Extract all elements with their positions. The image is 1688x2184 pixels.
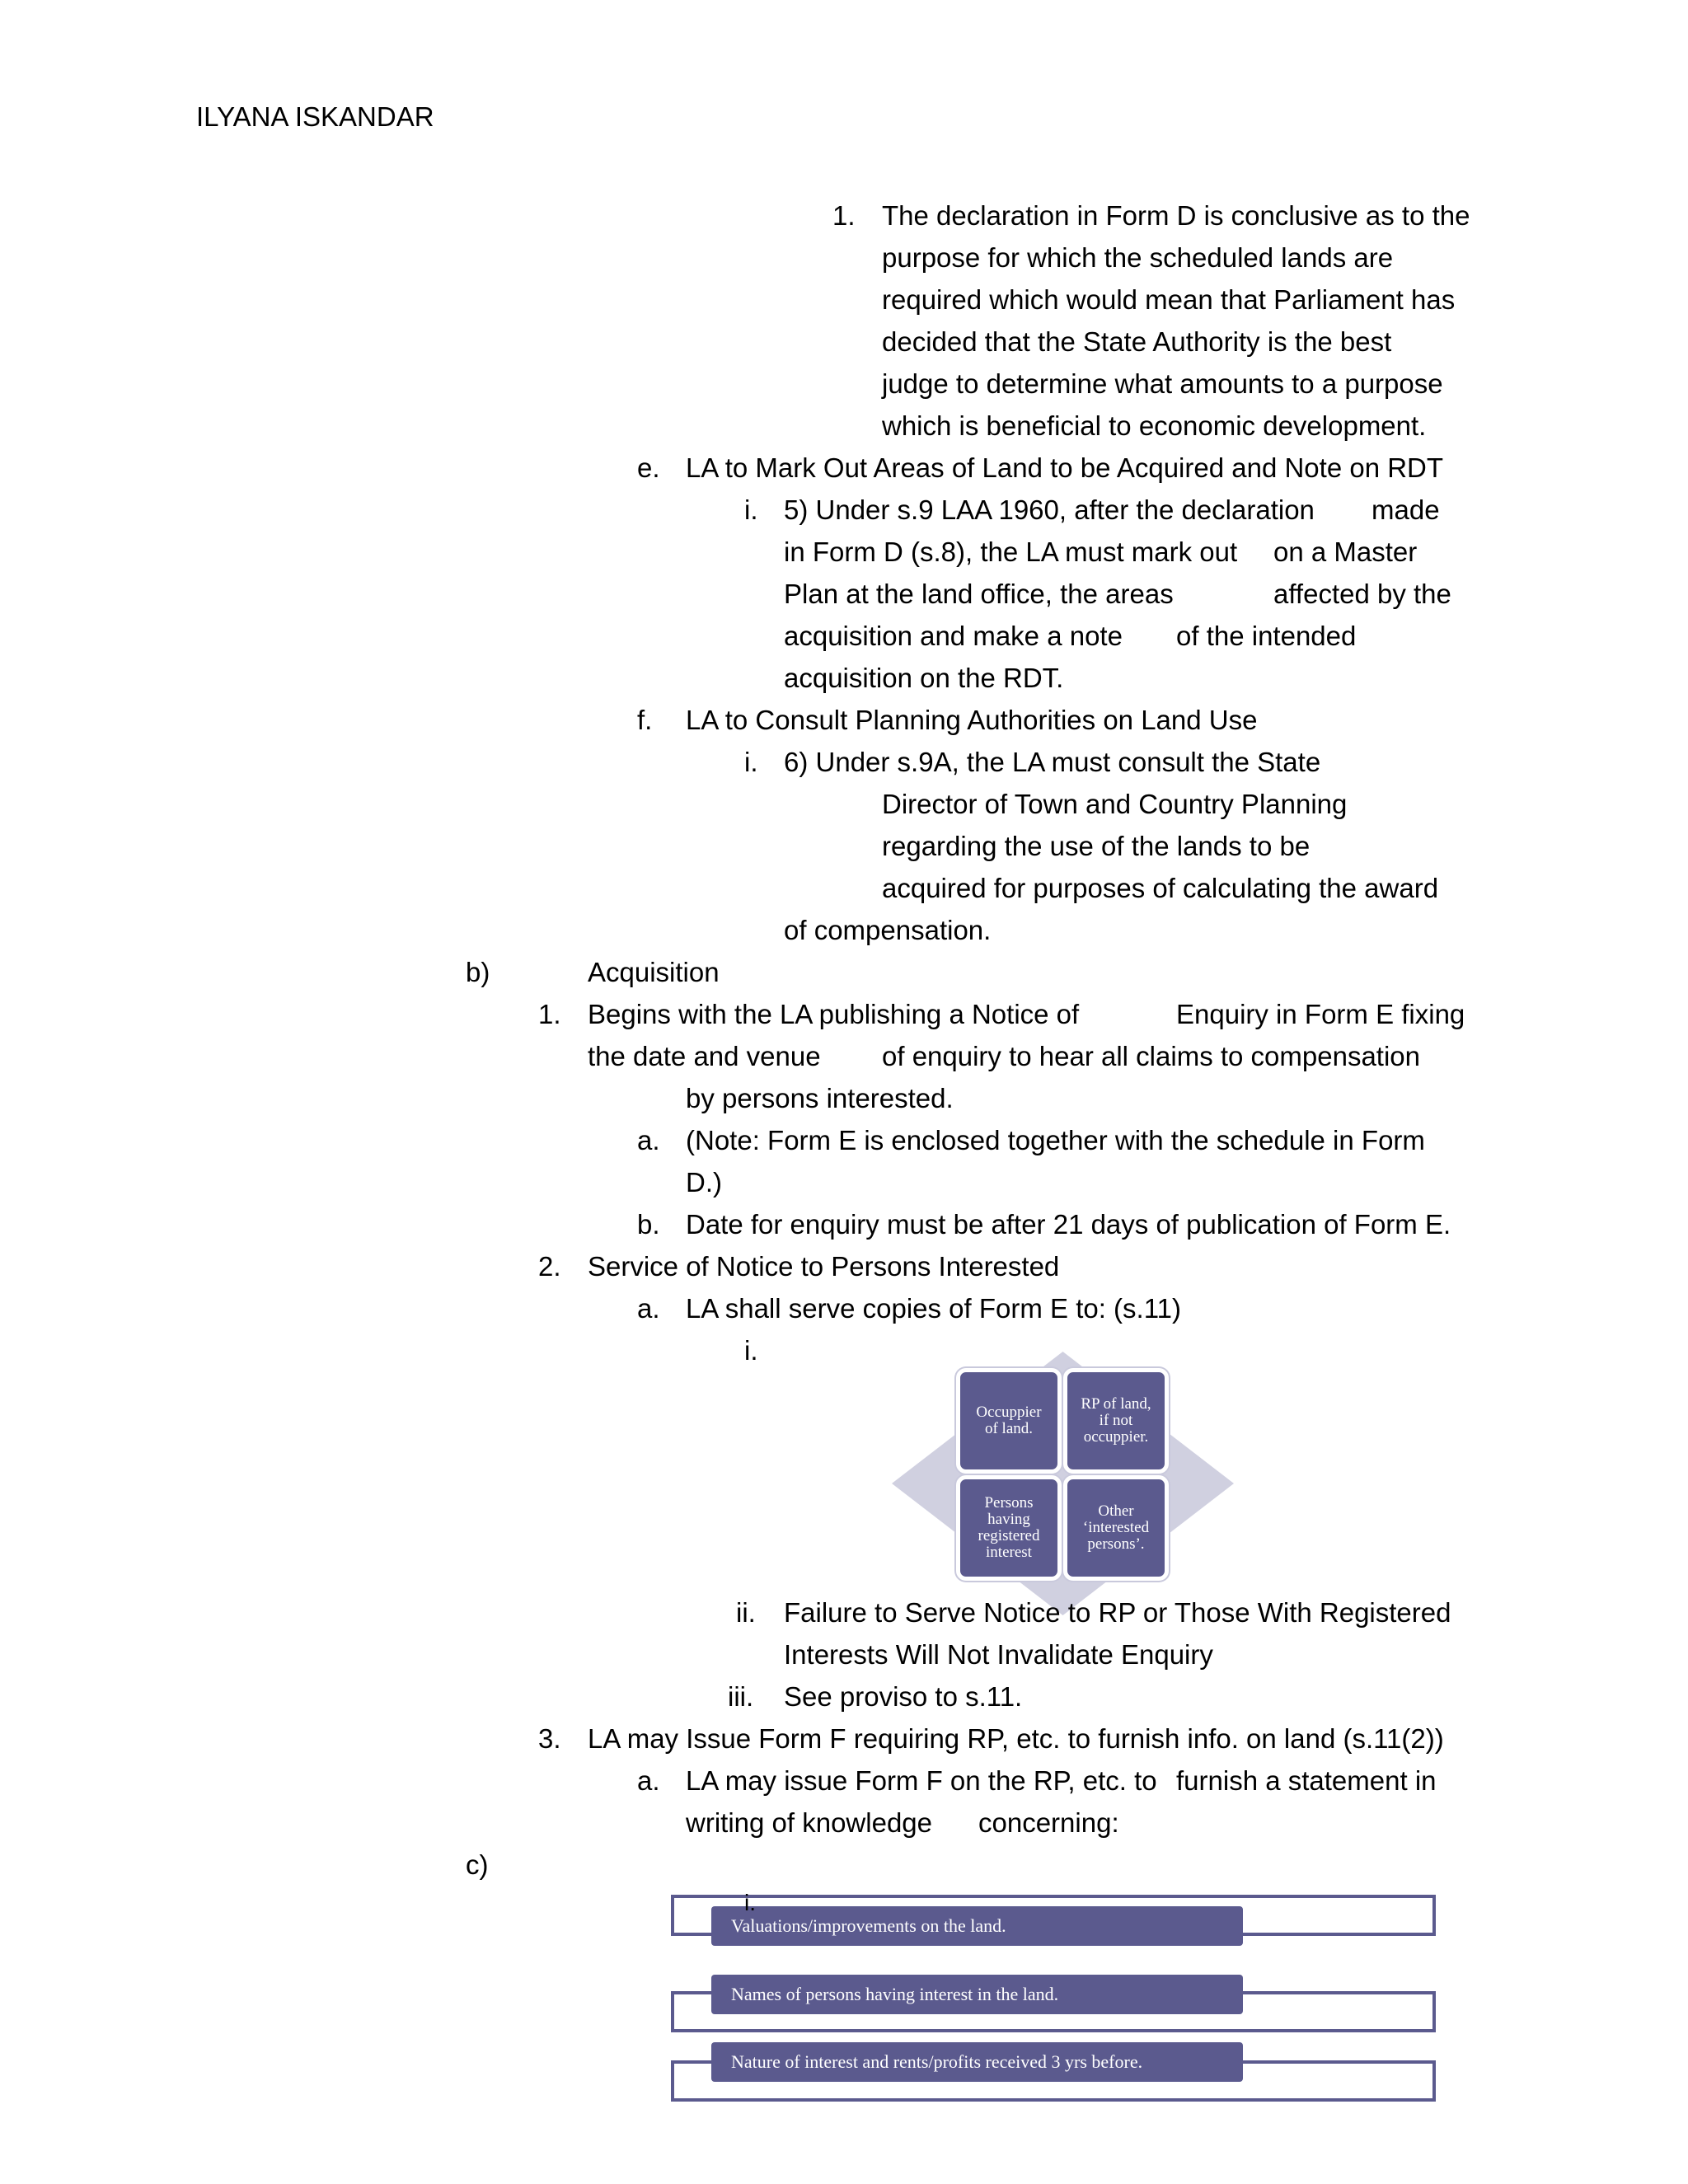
text-line: (Note: Form E is enclosed together with the schedule in Form bbox=[686, 1125, 1425, 1155]
matrix-tile-occupier: Occuppier of land. bbox=[956, 1368, 1062, 1474]
section-heading: LA to Mark Out Areas of Land to be Acquired and Note on RDT bbox=[686, 452, 1444, 483]
section-heading: LA may Issue Form F requiring RP, etc. to furnish info. on land (s.11(2)) bbox=[588, 1723, 1444, 1754]
list-marker: c) bbox=[466, 1849, 489, 1880]
text-line: Plan at the land office, the areas bbox=[784, 579, 1174, 609]
section-heading: Acquisition bbox=[588, 957, 720, 987]
text-line: concerning: bbox=[978, 1807, 1119, 1838]
list-marker: b) bbox=[466, 957, 490, 987]
text-line: Begins with the LA publishing a Notice of bbox=[588, 999, 1080, 1029]
text-line: of enquiry to hear all claims to compensation bbox=[882, 1041, 1421, 1071]
text-line: purpose for which the scheduled lands are bbox=[882, 242, 1394, 273]
matrix-tile-registered-proprietor: RP of land, if not occuppier. bbox=[1063, 1368, 1169, 1474]
matrix-tile-registered-interest: Persons having registered interest bbox=[956, 1475, 1062, 1581]
list-marker: 2. bbox=[538, 1251, 561, 1282]
text-line: regarding the use of the lands to be bbox=[882, 831, 1311, 861]
text-line: made bbox=[1372, 494, 1440, 525]
text-line: of the intended bbox=[1176, 621, 1357, 651]
list-marker: 1. bbox=[832, 200, 856, 231]
text-line: acquisition and make a note bbox=[784, 621, 1123, 651]
text-line: required which would mean that Parliament has bbox=[882, 284, 1456, 315]
list-marker: 3. bbox=[538, 1723, 561, 1754]
list-item: Valuations/improvements on the land. bbox=[711, 1906, 1243, 1946]
text-line: See proviso to s.11. bbox=[784, 1681, 1023, 1712]
author-header: ILYANA ISKANDAR bbox=[196, 101, 434, 132]
list-marker: b. bbox=[637, 1209, 660, 1240]
text-line: in Form D (s.8), the LA must mark out bbox=[784, 537, 1238, 567]
list-marker: iii. bbox=[728, 1681, 754, 1712]
text-line: decided that the State Authority is the best bbox=[882, 326, 1392, 357]
text-line: D.) bbox=[686, 1167, 722, 1197]
list-marker: a. bbox=[637, 1765, 660, 1796]
text-line: which is beneficial to economic development. bbox=[882, 410, 1427, 441]
text-line: Date for enquiry must be after 21 days of publication of Form E. bbox=[686, 1209, 1451, 1240]
list-marker: i. bbox=[744, 1335, 758, 1366]
list-marker: a. bbox=[637, 1125, 660, 1155]
list-marker: i. bbox=[744, 747, 758, 777]
text-line: LA may issue Form F on the RP, etc. to bbox=[686, 1765, 1157, 1796]
text-line: LA shall serve copies of Form E to: (s.11) bbox=[686, 1293, 1181, 1324]
text-line: 6) Under s.9A, the LA must consult the State bbox=[784, 747, 1321, 777]
text-line: acquisition on the RDT. bbox=[784, 663, 1064, 693]
text-line: the date and venue bbox=[588, 1041, 821, 1071]
list-item: Names of persons having interest in the land. bbox=[711, 1975, 1243, 2014]
text-line: of compensation. bbox=[784, 915, 992, 945]
text-line: Enquiry in Form E fixing bbox=[1176, 999, 1465, 1029]
matrix-tile-other-interested: Other ‘interested persons’. bbox=[1063, 1475, 1169, 1581]
text-line: Director of Town and Country Planning bbox=[882, 789, 1348, 819]
text-line: Failure to Serve Notice to RP or Those With Registered bbox=[784, 1597, 1451, 1628]
text-line: furnish a statement in bbox=[1176, 1765, 1437, 1796]
text-line: judge to determine what amounts to a purpose bbox=[882, 368, 1443, 399]
text-line: Interests Will Not Invalidate Enquiry bbox=[784, 1639, 1213, 1670]
list-marker: e. bbox=[637, 452, 660, 483]
text-line: 5) Under s.9 LAA 1960, after the declaration bbox=[784, 494, 1315, 525]
list-marker: i. bbox=[744, 1890, 756, 1915]
text-line: writing of knowledge bbox=[686, 1807, 932, 1838]
list-marker: 1. bbox=[538, 999, 561, 1029]
text-line: affected by the bbox=[1273, 579, 1451, 609]
text-line: by persons interested. bbox=[686, 1083, 954, 1113]
list-marker: f. bbox=[637, 705, 653, 735]
list-marker: i. bbox=[744, 494, 758, 525]
text-line: acquired for purposes of calculating the award bbox=[882, 873, 1439, 903]
text-line: The declaration in Form D is conclusive as to the bbox=[882, 200, 1470, 231]
list-marker: ii. bbox=[736, 1597, 756, 1628]
section-heading: LA to Consult Planning Authorities on Land Use bbox=[686, 705, 1258, 735]
text-line: on a Master bbox=[1273, 537, 1418, 567]
section-heading: Service of Notice to Persons Interested bbox=[588, 1251, 1060, 1282]
list-marker: a. bbox=[637, 1293, 660, 1324]
list-item: Nature of interest and rents/profits received 3 yrs before. bbox=[711, 2042, 1243, 2082]
